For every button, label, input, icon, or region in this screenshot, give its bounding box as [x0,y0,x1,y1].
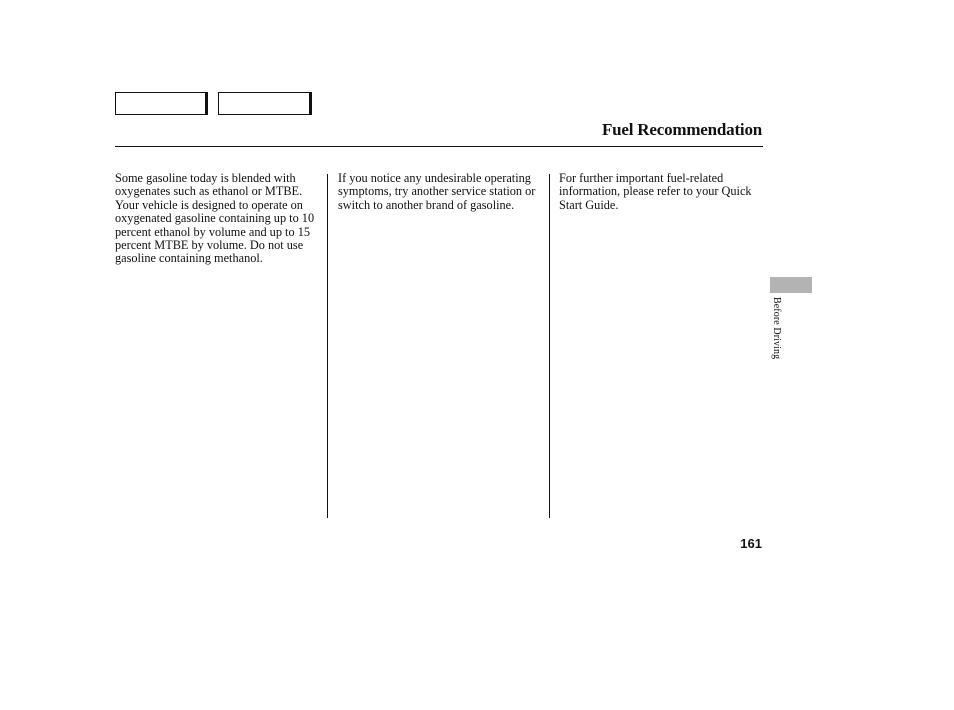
page-title: Fuel Recommendation [601,120,762,139]
next-page-button[interactable] [218,92,310,115]
title-divider [115,146,763,147]
section-label: Before Driving [771,297,782,360]
page-number: 161 [740,536,762,551]
section-tab[interactable] [770,277,812,293]
text-column-1: Some gasoline today is blended with oxygenates such as ethanol or MTBE. Your vehicle is designed to operate on oxygenated gasoline containing up to 10 percent ethanol by volume and up to 15 percent MTBE by volume. Do not use gasoline containing methanol. [115,171,315,266]
text-column-3: For further important fuel-related information, please refer to your Quick Start Guide. [559,171,752,212]
column-divider-1 [327,174,328,518]
column-divider-2 [549,174,550,518]
previous-page-button[interactable] [115,92,206,115]
text-column-2: If you notice any undesirable operating symptoms, try another service station or switch to another brand of gasoline. [338,171,536,212]
